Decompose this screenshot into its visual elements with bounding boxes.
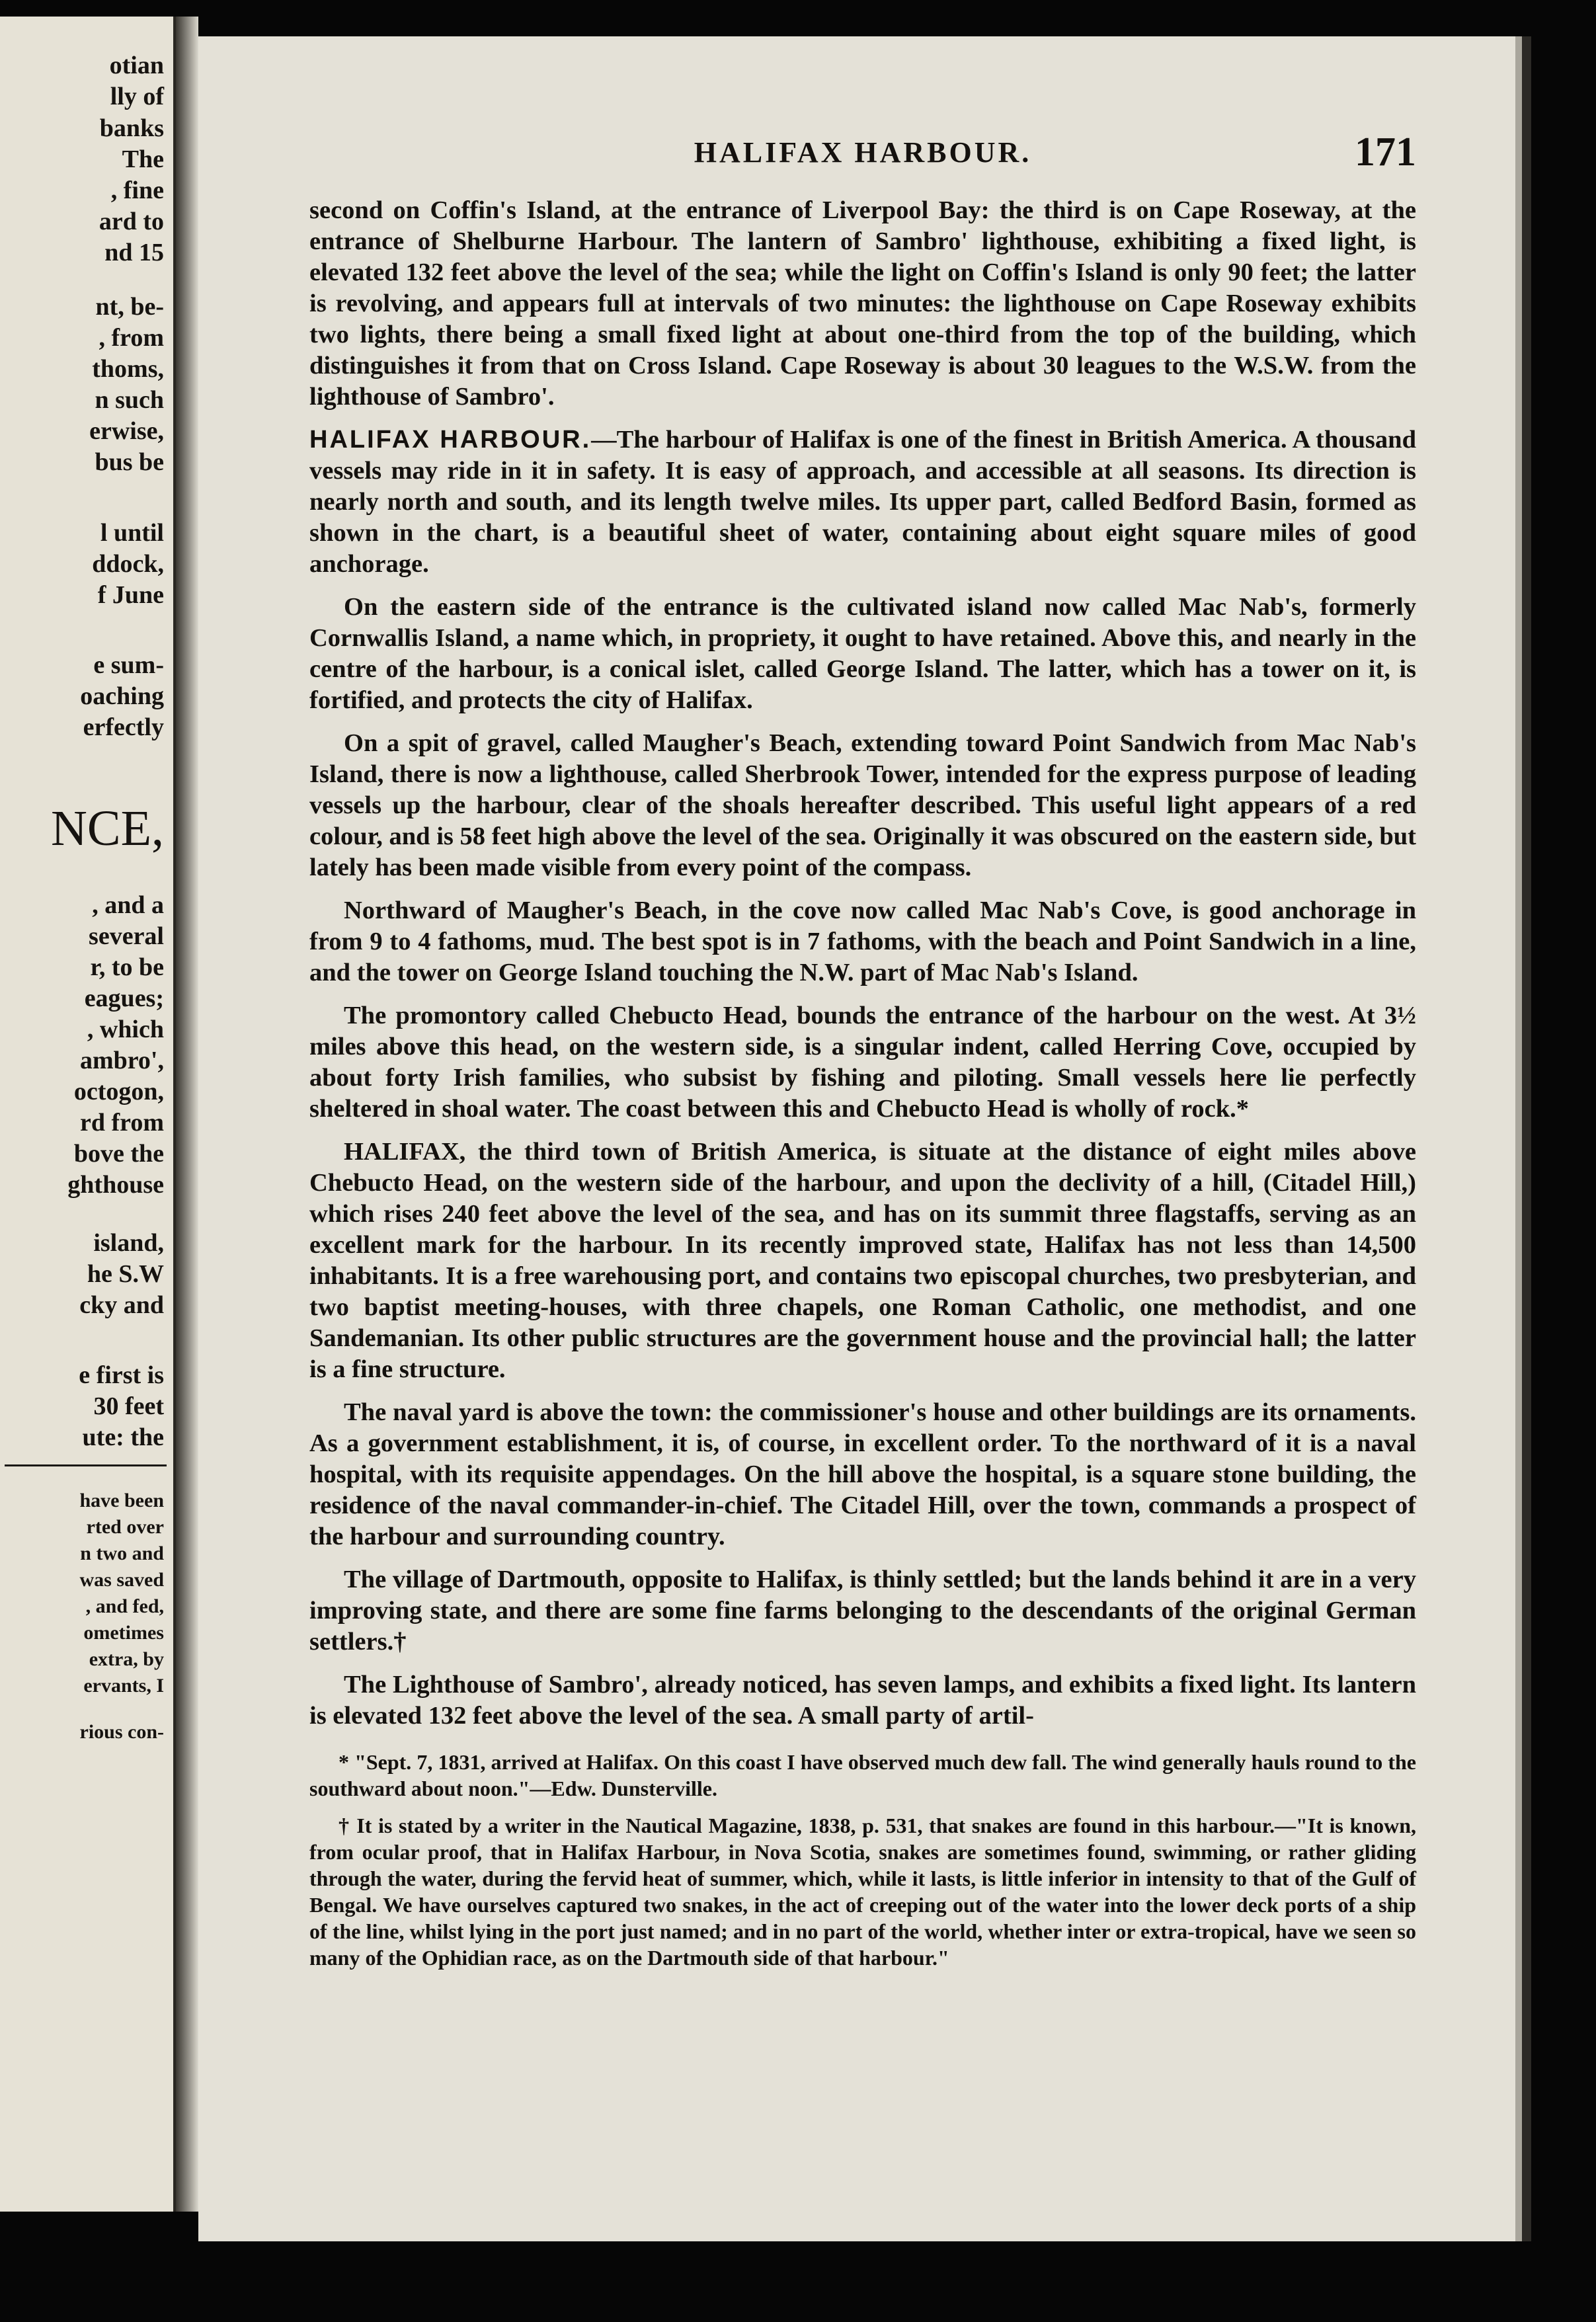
left-text-fragment: ard to [99, 208, 164, 235]
left-text-fragment: nt, be- [95, 293, 164, 321]
left-text-fragment: ute: the [82, 1423, 164, 1451]
left-footnote-fragment: , and fed, [85, 1595, 164, 1617]
section-heading: HALIFAX HARBOUR. [309, 426, 592, 454]
left-footnote-fragment: rious con- [79, 1721, 164, 1743]
book-gutter [176, 17, 198, 2212]
left-text-fragment: nd 15 [104, 239, 164, 266]
footnote: * "Sept. 7, 1831, arrived at Halifax. On this coast I have observed much dew fall. The wind generally hauls round to the southward about noon."—Edw. Dunsterville. [309, 1750, 1416, 1800]
body-paragraph: The promontory called Chebucto Head, bounds the entrance of the harbour on the west. At 3½ miles above this head, on the western side, is a singular indent, called Herring Cove, occupied by about forty Irish families, who subsist by fishing and piloting. Small vessels here lie perfectly sheltered in shoal water. The coast between this and Chebucto Head is wholly of rock.* [309, 1002, 1416, 1123]
left-heading-fragment: NCE, [51, 801, 164, 856]
left-text-fragment: The [122, 145, 164, 173]
left-text-fragment: cky and [79, 1291, 164, 1319]
left-text-fragment: bus be [95, 448, 164, 476]
body-paragraph: On a spit of gravel, called Maugher's Beach, extending toward Point Sandwich from Mac Nab's Island, there is now a lighthouse, called Sherbrook Tower, intended for the express purpose of leading vessels up the harbour, clear of the shoals hereafter described. This useful light appears of a red colour, and is 58 feet high above the level of the sea. Originally it was obscured on the eastern side, but lately has been made visible from every point of the compass. [309, 729, 1416, 881]
left-text-fragment: , which [87, 1016, 164, 1043]
left-text-fragment: e sum- [93, 651, 164, 679]
body-paragraph: second on Coffin's Island, at the entrance of Liverpool Bay: the third is on Cape Roseway, at the entrance of Shelburne Harbour. The lantern of Sambro' lighthouse, exhibiting a fixed light, is elevated 132 feet above the level of the sea; while the light on Coffin's Island is only 90 feet; the latter is revolving, and appears full at intervals of two minutes: the lighthouse on Cape Roseway exhibits two lights, there being a small fixed light at about one-third from the top of the building, which distinguishes it from that on Cross Island. Cape Roseway is about 30 leagues to the W.S.W. from the lighthouse of Sambro'. [309, 196, 1416, 411]
left-text-fragment: oaching [80, 682, 164, 710]
left-text-fragment: lly of [110, 83, 164, 110]
left-footnote-fragment: rted over [86, 1516, 164, 1538]
body-paragraph: Northward of Maugher's Beach, in the cove now called Mac Nab's Cove, is good anchorage in from 9 to 4 fathoms, mud. The best spot is in 7 fathoms, with the beach and Point Sandwich in a line, and the tower on George Island touching the N.W. part of Mac Nab's Island. [309, 897, 1416, 986]
left-text-fragment: eagues; [84, 984, 164, 1012]
left-text-fragment: thoms, [92, 355, 164, 383]
body-paragraph: HALIFAX, the third town of British America, is situate at the distance of eight miles above Chebucto Head, on the western side of the harbour, and upon the declivity of a hill, (Citadel Hill,) which rises 240 feet above the level of the sea, and has on its summit three flagstaffs, serving as an excellent mark for the harbour. In its recently improved state, Halifax has not less than 14,500 inhabitants. It is a free warehousing port, and contains two episcopal churches, two presbyterian, and two baptist meeting-houses, with three chapels, one Roman Catholic, one methodist, and one Sandemanian. Its other public structures are the government house and the provincial hall; the latter is a fine structure. [309, 1138, 1416, 1383]
left-text-fragment: bove the [73, 1140, 164, 1168]
left-text-fragment: island, [93, 1229, 164, 1257]
left-text-fragment: 30 feet [93, 1392, 164, 1420]
left-text-fragment: r, to be [90, 953, 164, 981]
left-text-fragment: he S.W [87, 1260, 164, 1288]
left-text-fragment: f June [97, 581, 164, 609]
left-text-fragment: l until [100, 519, 164, 547]
left-text-fragment: , fine [110, 177, 164, 204]
left-text-fragment: erfectly [83, 713, 164, 741]
left-text-fragment: ghthouse [67, 1171, 164, 1199]
left-text-fragment: , and a [92, 891, 164, 919]
left-text-fragment: ambro', [79, 1047, 164, 1074]
left-footnote-fragment: was saved [79, 1569, 164, 1591]
left-text-fragment: several [89, 922, 164, 950]
previous-page-fragment [0, 17, 176, 2212]
left-text-fragment: ddock, [92, 550, 164, 578]
left-text-fragment: e first is [79, 1361, 164, 1389]
left-text-fragment: otian [109, 52, 164, 79]
page-number: 171 [1355, 130, 1416, 175]
left-text-fragment: , from [99, 324, 164, 352]
left-footnote-fragment: ervants, I [83, 1675, 164, 1697]
left-footnote-fragment: ometimes [83, 1622, 164, 1644]
left-footnote-rule [5, 1464, 167, 1466]
body-paragraph: On the eastern side of the entrance is the cultivated island now called Mac Nab's, formerly Cornwallis Island, a name which, in propriety, it ought to have retained. Above this, and nearly in the centre of the harbour, is a conical islet, called George Island. The latter, which has a tower on it, is fortified, and protects the city of Halifax. [309, 593, 1416, 714]
left-footnote-fragment: n two and [80, 1542, 164, 1564]
left-text-fragment: erwise, [89, 417, 164, 445]
left-text-fragment: n such [95, 386, 164, 414]
footnotes [309, 1747, 1416, 1971]
body-paragraph: The Lighthouse of Sambro', already noticed, has seven lamps, and exhibits a fixed light. Its lantern is elevated 132 feet above the level of the sea. A small party of artil- [309, 1671, 1416, 1730]
left-footnote-fragment: extra, by [89, 1648, 164, 1670]
left-text-fragment: octogon, [73, 1078, 164, 1105]
section-paragraph-text: —The harbour of Halifax is one of the finest in British America. A thousand vessels may ride in it in safety. It is easy of approach, and accessible at all seasons. Its direction is nearly north and south, and its length twelve miles. Its upper part, called Bedford Basin, formed as shown in the chart, is a beautiful sheet of water, containing about eight square miles of good anchorage. [309, 426, 1416, 578]
book-page [198, 36, 1522, 2241]
body-paragraph: The naval yard is above the town: the commissioner's house and other buildings are its ornaments. As a government establishment, it is, of course, in excellent order. To the northward of it is a naval hospital, with its requisite appendages. On the hill above the hospital, is a square stone building, the residence of the naval commander-in-chief. The Citadel Hill, over the town, commands a prospect of the harbour and surrounding country. [309, 1398, 1416, 1550]
running-title: HALIFAX HARBOUR. [694, 136, 1032, 169]
page-header [309, 130, 1416, 188]
body-paragraph: The village of Dartmouth, opposite to Halifax, is thinly settled; but the lands behind it are in a very improving state, and there are some fine farms belonging to the descendants of the original German settlers.† [309, 1566, 1416, 1656]
left-footnote-fragment: have been [79, 1490, 164, 1511]
footnote: † It is stated by a writer in the Nautical Magazine, 1838, p. 531, that snakes are found in this harbour.—"It is known, from ocular proof, that in Halifax Harbour, in Nova Scotia, snakes are sometimes found, swimming, or rather gliding through the water, during the fervid heat of summer, which, while it lasts, is little inferior in intensity to that of the Gulf of Bengal. We have ourselves captured two snakes, in the act of creeping out of the water into the lower deck ports of a ship of the line, whilst lying in the port just named; and in no part of the world, whether inter or extra-tropical, have we seen so many of the Ophidian race, as on the Dartmouth side of that harbour." [309, 1814, 1416, 1970]
left-text-fragment: banks [99, 114, 164, 142]
left-text-fragment: rd from [80, 1109, 164, 1137]
section-paragraph [309, 424, 1416, 580]
